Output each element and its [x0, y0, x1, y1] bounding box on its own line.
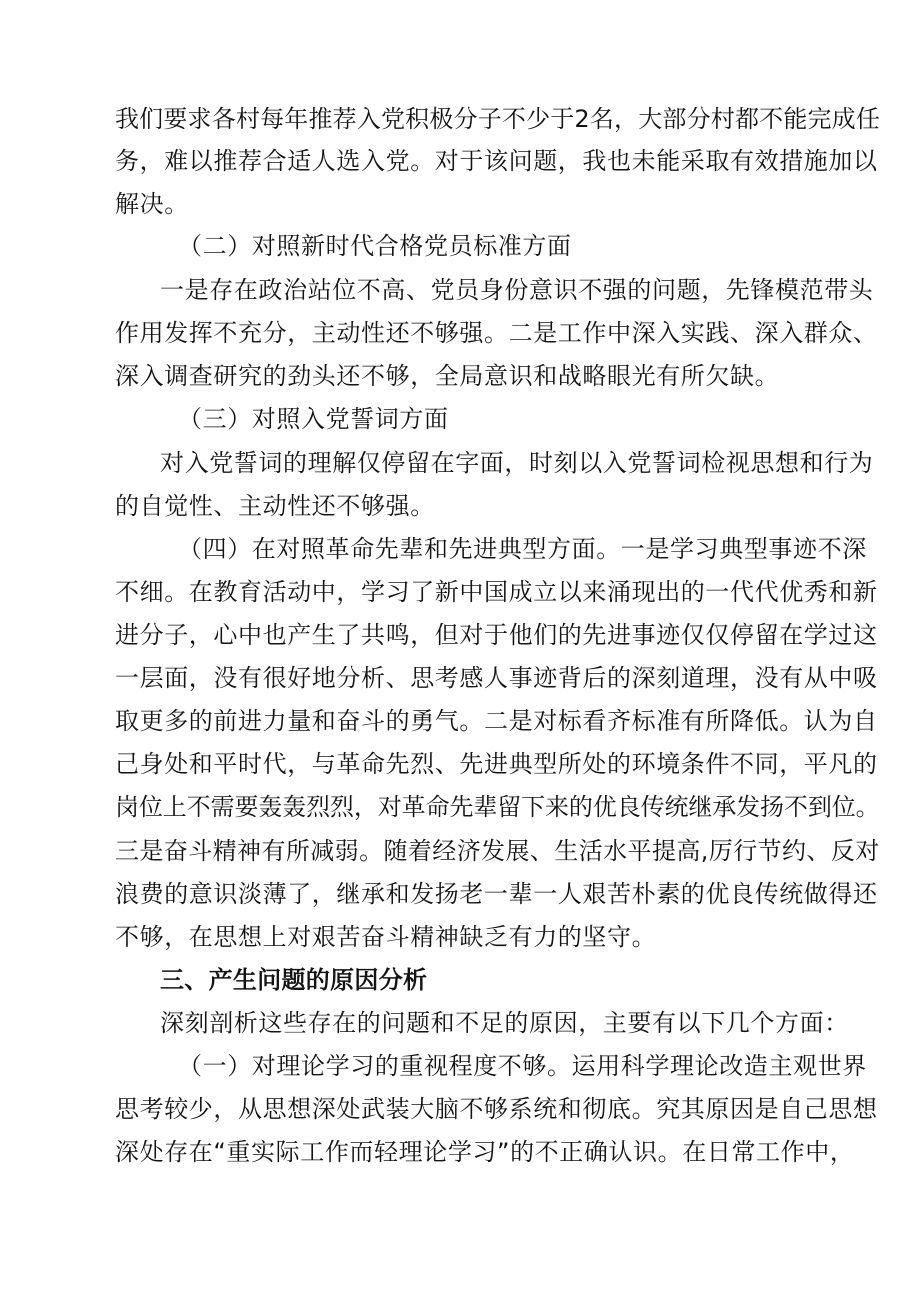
subsection-heading: （三）对照入党誓词方面 [178, 405, 449, 433]
paragraph-line: 三是奋斗精神有所减弱。随着经济发展、生活水平提高,厉行节约、反对 [115, 837, 880, 865]
paragraph-line: 解决。 [115, 190, 189, 218]
paragraph-line: 的自觉性、主动性还不够强。 [115, 492, 435, 520]
paragraph-line: 深刻剖析这些存在的问题和不足的原因，主要有以下几个方面： [160, 1009, 849, 1037]
subsection-heading: （四）在对照革命先辈和先进典型方面。一是学习典型事迹不深 [178, 535, 867, 563]
paragraph-line: 己身处和平时代，与革命先烈、先进典型所处的环境条件不同，平凡的 [115, 750, 878, 778]
paragraph-line: 不够，在思想上对艰苦奋斗精神缺乏有力的坚守。 [115, 923, 657, 951]
paragraph-line: 一是存在政治站位不高、党员身份意识不强的问题，先锋模范带头 [160, 276, 874, 304]
paragraph-line: 作用发挥不充分，主动性还不够强。二是工作中深入实践、深入群众、 [115, 319, 878, 347]
paragraph-line: 深处存在“重实际工作而轻理论学习”的不正确认识。在日常工作中， [115, 1138, 855, 1166]
subsection-heading: （一）对理论学习的重视程度不够。运用科学理论改造主观世界 [178, 1052, 867, 1080]
paragraph-line: 深入调查研究的劲头还不够，全局意识和战略眼光有所欠缺。 [115, 362, 780, 390]
paragraph-line: 取更多的前进力量和奋斗的勇气。二是对标看齐标准有所降低。认为自 [115, 707, 878, 735]
paragraph-line: 一层面，没有很好地分析、思考感人事迹背后的深刻道理，没有从中吸 [115, 664, 878, 692]
subsection-heading: （二）对照新时代合格党员标准方面 [178, 232, 572, 260]
paragraph-line: 进分子，心中也产生了共鸣，但对于他们的先进事迹仅仅停留在学过这 [115, 621, 878, 649]
paragraph-line: 我们要求各村每年推荐入党积极分子不少于2名，大部分村都不能完成任 [115, 105, 881, 133]
paragraph-line: 不细。在教育活动中，学习了新中国成立以来涌现出的一代代优秀和新 [115, 578, 878, 606]
paragraph-line: 浪费的意识淡薄了，继承和发扬老一辈一人艰苦朴素的优良传统做得还 [115, 880, 878, 908]
paragraph-line: 务，难以推荐合适人选入党。对于该问题，我也未能采取有效措施加以 [115, 147, 878, 175]
paragraph-line: 岗位上不需要轰轰烈烈，对革命先辈留下来的优良传统继承发扬不到位。 [115, 793, 880, 821]
section-heading: 三、产生问题的原因分析 [160, 966, 428, 994]
paragraph-line: 对入党誓词的理解仅停留在字面，时刻以入党誓词检视思想和行为 [160, 449, 874, 477]
paragraph-line: 思考较少，从思想深处武装大脑不够系统和彻底。究其原因是自己思想 [115, 1095, 878, 1123]
